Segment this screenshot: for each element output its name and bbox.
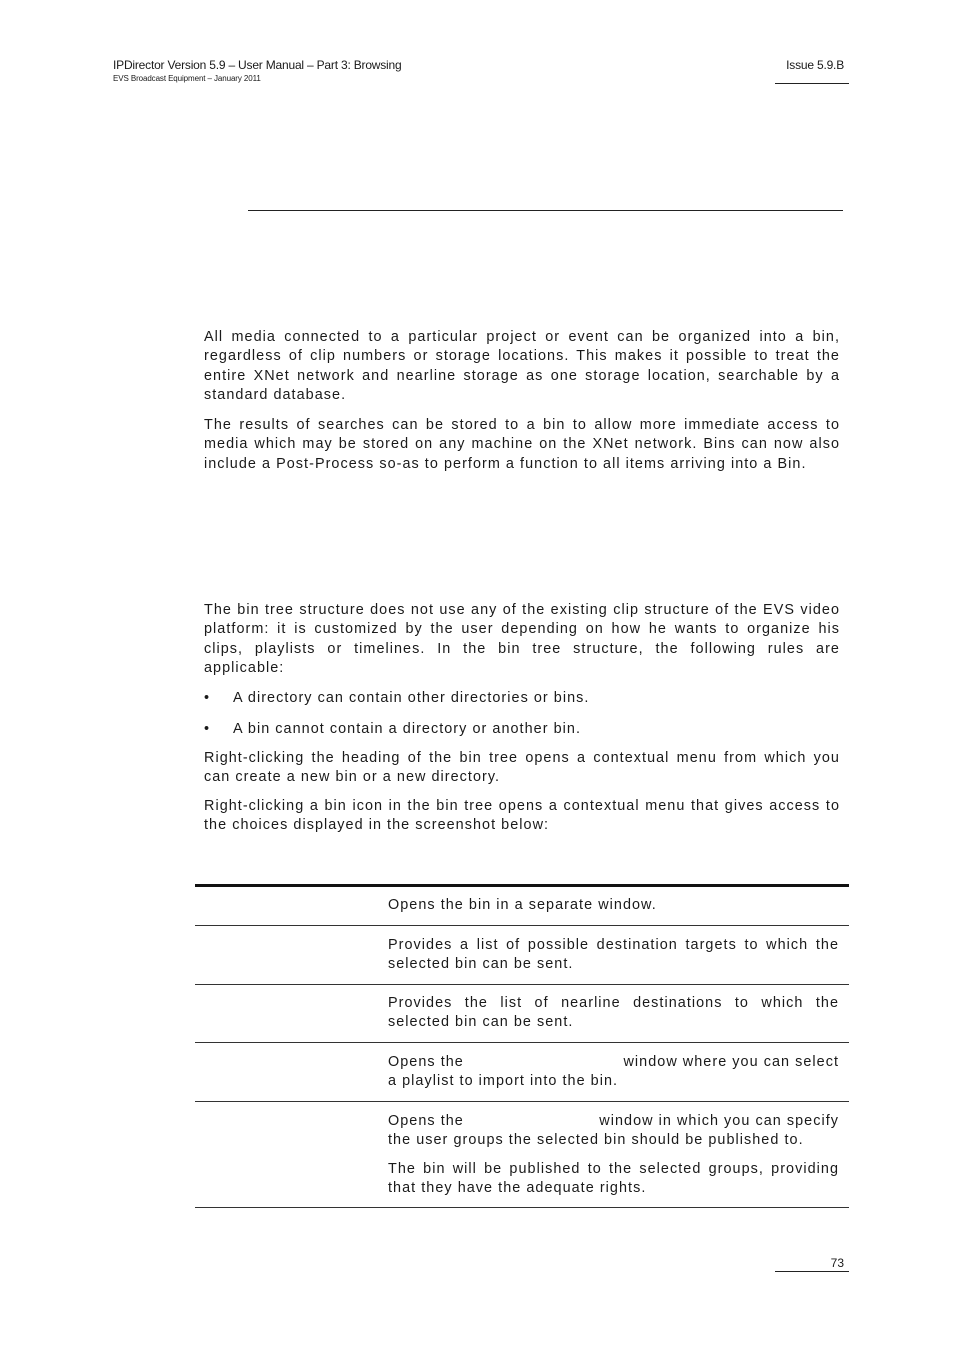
rule-bullet-text: A bin cannot contain a directory or another bin. [233, 721, 581, 737]
footer-divider [775, 1271, 849, 1272]
rule-bullet-text: A directory can contain other directories or bins. [233, 690, 590, 706]
table-row-4-text-c: a playlist to import into the bin. [388, 1073, 619, 1090]
table-row-5-description [388, 1112, 839, 1151]
table-row-2-description: Provides a list of possible destination targets to which the selected bin can be sent. [388, 937, 839, 973]
section-divider [248, 210, 843, 211]
table-row-4-description [388, 1053, 839, 1092]
intro-paragraph-2: The results of searches can be stored to a bin to allow more immediate access to media which may be stored on any machine on the XNet network. Bins can now also include a Post-Process so-as to perform a function to all items arriving into a Bin. [204, 417, 840, 472]
intro-paragraph-1: All media connected to a particular project or event can be organized into a bin, regardless of clip numbers or storage locations. This makes it possible to treat the entire XNet network and nearline storage as one storage location, searchable by a standard database. [204, 329, 840, 403]
bullet-icon: • [204, 690, 211, 706]
issue-label: Issue 5.9.B [786, 58, 844, 72]
document-subtitle: EVS Broadcast Equipment – January 2011 [113, 74, 261, 83]
table-row-4-text-a: Opens the [388, 1054, 464, 1070]
table-row-divider [195, 925, 849, 926]
table-row-5-line-1 [388, 1112, 839, 1131]
structure-paragraph-3: Right-clicking a bin icon in the bin tree opens a contextual menu that gives access to the choices displayed in the screenshot below: [204, 798, 840, 834]
table-top-rule [195, 884, 849, 887]
page-number: 73 [830, 1256, 844, 1270]
table-row-5-description-2: The bin will be published to the selected groups, providing that they have the adequate rights. [388, 1161, 839, 1197]
table-bottom-rule [195, 1207, 849, 1208]
table-row-1-description: Opens the bin in a separate window. [388, 897, 657, 913]
structure-paragraph-2: Right-clicking the heading of the bin tree opens a contextual menu from which you can create a new bin or a new directory. [204, 750, 840, 786]
header-divider [775, 83, 849, 84]
table-row-5-text-a: Opens the [388, 1113, 464, 1129]
table-row-divider [195, 984, 849, 985]
table-row-5-text-c: the user groups the selected bin should be published to. [388, 1132, 804, 1149]
bullet-icon: • [204, 721, 211, 737]
document-title: IPDirector Version 5.9 – User Manual – Part 3: Browsing [113, 58, 402, 72]
table-row-5-text-b: window in which you can specify [599, 1113, 839, 1129]
structure-paragraph-1: The bin tree structure does not use any of the existing clip structure of the EVS video platform: it is customized by the user depending on how he wants to organize his clips, playlists or timelines. In the bin tree structure, the following rules are applicable: [204, 602, 840, 676]
table-row-3-description: Provides the list of nearline destinations to which the selected bin can be sent. [388, 995, 839, 1031]
table-row-divider [195, 1101, 849, 1102]
table-row-4-text-b: window where you can select [623, 1054, 839, 1070]
table-row-divider [195, 1042, 849, 1043]
table-row-4-line-1 [388, 1053, 839, 1072]
